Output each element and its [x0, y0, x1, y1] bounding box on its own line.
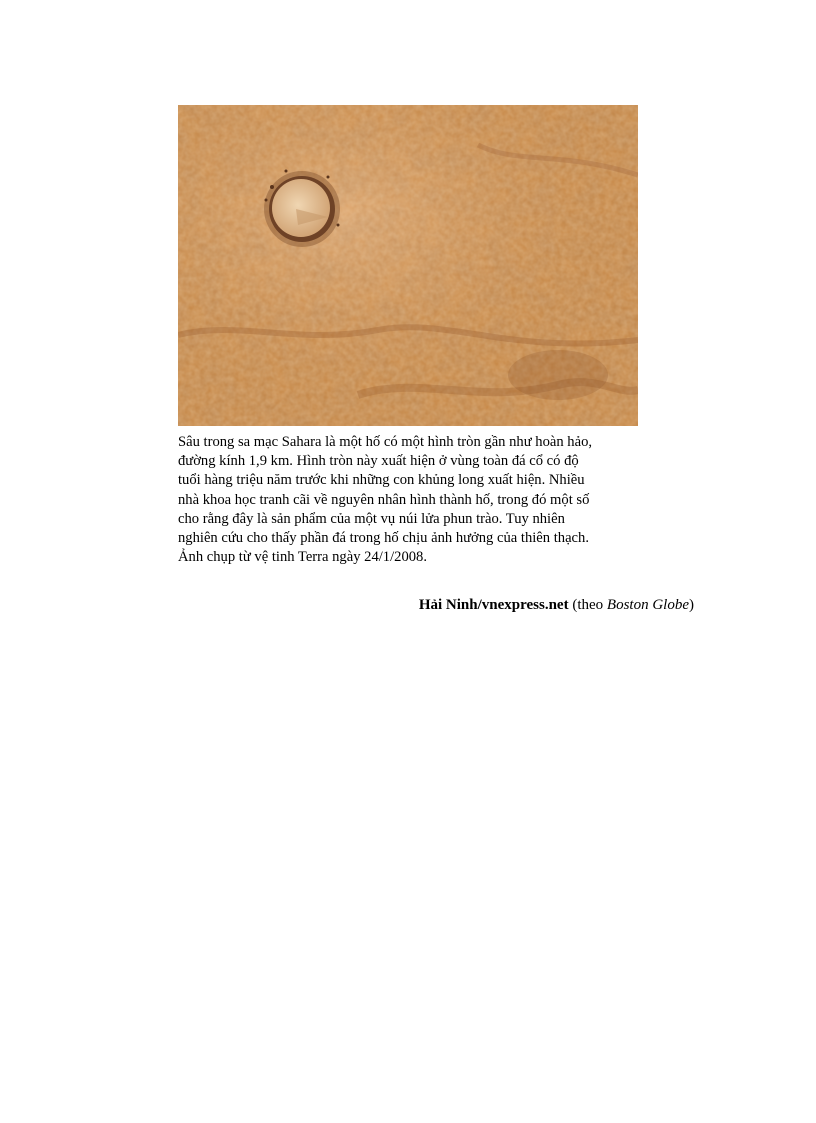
article-credit — [419, 595, 694, 615]
credit-author: Hải Ninh/vnexpress.net — [418, 597, 569, 613]
credit-prefix: (theo — [572, 597, 607, 613]
caption-line: Ảnh chụp từ vệ tinh Terra ngày 24/1/2008. — [178, 549, 427, 566]
caption-line: nghiên cứu cho thấy phần đá trong hố chịu ảnh hưởng của thiên thạch. — [178, 530, 589, 547]
caption-line: đường kính 1,9 km. Hình tròn này xuất hiện ở vùng toàn đá cổ có độ — [178, 453, 579, 470]
credit-suffix: ) — [689, 597, 694, 613]
satellite-photo-crater — [178, 105, 638, 426]
caption-line: nhà khoa học tranh cãi về nguyên nhân hình thành hố, trong đó một số — [178, 491, 590, 508]
caption-line: tuổi hàng triệu năm trước khi những con khủng long xuất hiện. Nhiều — [178, 472, 585, 489]
photo-caption — [178, 433, 648, 567]
caption-line: cho rằng đây là sản phẩm của một vụ núi lửa phun trào. Tuy nhiên — [178, 510, 565, 527]
caption-line: Sâu trong sa mạc Sahara là một hố có một hình tròn gần như hoàn hảo, — [178, 434, 593, 450]
credit-source: Boston Globe — [606, 597, 689, 613]
